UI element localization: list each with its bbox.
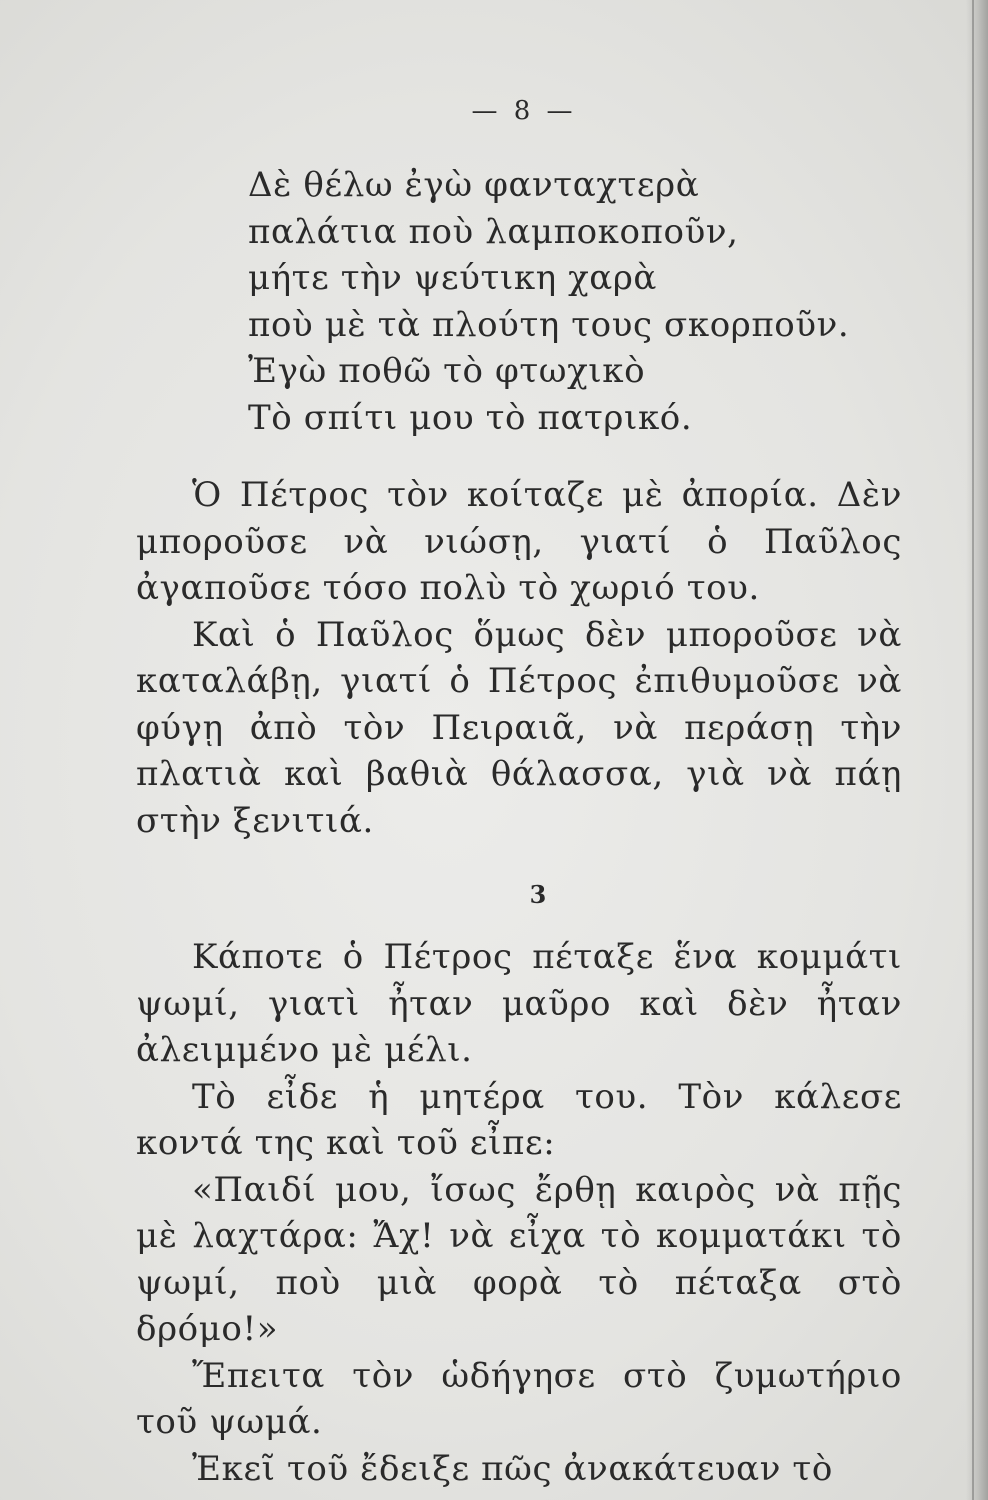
prose-section-after [136, 934, 902, 1492]
poem [136, 162, 902, 441]
spine-shadow [966, 0, 988, 1500]
poem-line: παλάτια ποὺ λαμποκοποῦν, [248, 211, 739, 252]
paragraph: Ἐκεῖ τοῦ ἔδειξε πῶς ἀνακάτευαν τὸ [192, 1448, 833, 1489]
page-number: — 8 — [471, 96, 577, 126]
poem-line: ποὺ μὲ τὰ πλούτη τους σκορποῦν. [248, 304, 850, 345]
poem-line: Τὸ σπίτι μου τὸ πατρικό. [248, 397, 693, 438]
spine-edge [972, 0, 974, 1500]
paragraph: Ἔπειτα τὸν ὡδήγησε στὸ ζυμωτήριο τοῦ ψωμά. [136, 1355, 902, 1442]
poem-line: Δὲ θέλω ἐγὼ φανταχτερὰ [248, 165, 700, 205]
paragraph: Ὁ Πέτρος τὸν κοίταζε μὲ ἀπορία. Δὲν μποροῦσε νὰ νιώσῃ, γιατί ὁ Παῦλος ἀγαποῦσε τόσο πολὺ τὸ χωριό του. [136, 475, 902, 608]
paragraph: Κάποτε ὁ Πέτρος πέταξε ἕνα κομμάτι ψωμί, γιατὶ ἦταν μαῦρο καὶ δὲν ἦταν ἀλειμμένο μὲ μέλι. [136, 937, 902, 1070]
poem-line: Ἐγὼ ποθῶ τὸ φτωχικὸ [248, 351, 646, 391]
section-number: 3 [529, 880, 547, 909]
paragraph: Καὶ ὁ Παῦλος ὅμως δὲν μποροῦσε νὰ καταλάβῃ, γιατί ὁ Πέτρος ἐπιθυμοῦσε νὰ φύγῃ ἀπὸ τὸν Πειραιᾶ, νὰ περάσῃ τὴν πλατιὰ καὶ βαθιὰ θάλασσα, γιὰ νὰ πάῃ στὴν ξενιτιά. [136, 614, 902, 841]
poem-line: μήτε τὴν ψεύτικη χαρὰ [248, 258, 657, 298]
prose-section-before [136, 472, 902, 844]
paragraph: «Παιδί μου, ἴσως ἔρθῃ καιρὸς νὰ πῇς μὲ λαχτάρα: Ἄχ! νὰ εἶχα τὸ κομματάκι τὸ ψωμί, ποὺ μιὰ φορὰ τὸ πέταξα στὸ δρόμο!» [136, 1169, 902, 1349]
paragraph: Τὸ εἶδε ἡ μητέρα του. Τὸν κάλεσε κοντά της καὶ τοῦ εἶπε: [136, 1076, 902, 1163]
